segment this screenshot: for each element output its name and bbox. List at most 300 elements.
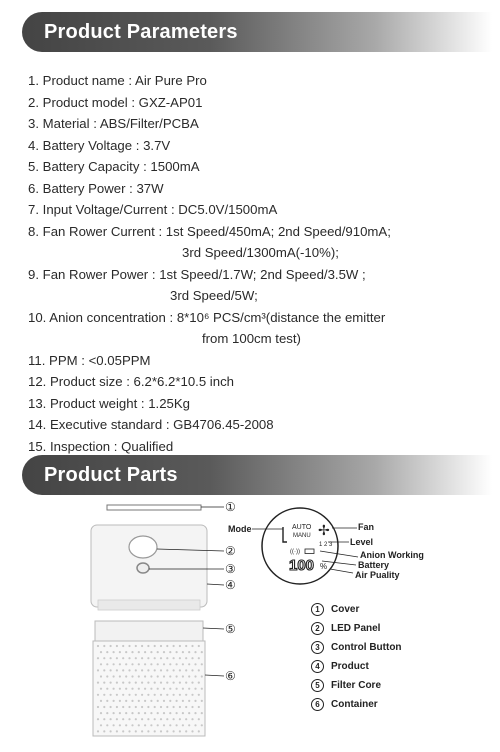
container-hole: [191, 657, 193, 659]
container-hole: [198, 682, 200, 684]
container-hole: [191, 706, 193, 708]
container-hole: [131, 700, 133, 702]
container-hole: [125, 675, 127, 677]
container-hole: [169, 651, 171, 653]
container-hole: [141, 718, 143, 720]
fan-label: Fan: [358, 522, 375, 532]
container-hole: [138, 688, 140, 690]
container-hole: [135, 645, 137, 647]
param-item: 4. Battery Voltage : 3.7V: [28, 137, 171, 153]
legend-label: Product: [331, 661, 369, 672]
container-hole: [163, 712, 165, 714]
filter-top: [95, 621, 203, 641]
container-hole: [144, 675, 146, 677]
container-hole: [138, 675, 140, 677]
param-item: 12. Product size : 6.2*6.2*10.5 inch: [28, 374, 235, 389]
param-item-continued: from 100cm test): [202, 331, 301, 346]
container-hole: [150, 675, 152, 677]
container-hole: [103, 682, 105, 684]
container-hole: [176, 675, 178, 677]
container-hole: [110, 730, 112, 732]
container-hole: [119, 712, 121, 714]
container-hole: [131, 663, 133, 665]
panel-auto-label: AUTO: [292, 524, 312, 531]
container-hole: [116, 682, 118, 684]
container-hole: [160, 657, 162, 659]
container-hole: [119, 651, 121, 653]
container-hole: [166, 718, 168, 720]
container-hole: [128, 669, 130, 671]
legend-item: [311, 600, 402, 619]
container-hole: [116, 718, 118, 720]
param-item: 6. Battery Power : 37W: [28, 180, 164, 196]
container-hole: [116, 657, 118, 659]
container-hole: [100, 675, 102, 677]
container-hole: [122, 706, 124, 708]
container-hole: [144, 724, 146, 726]
container-hole: [166, 645, 168, 647]
container-hole: [182, 651, 184, 653]
container-hole: [116, 645, 118, 647]
container-hole: [110, 718, 112, 720]
control-button: [137, 563, 149, 573]
container-hole: [169, 675, 171, 677]
param-item: 14. Executive standard : GB4706.45-2008: [28, 417, 274, 432]
container-hole: [128, 718, 130, 720]
container-hole: [97, 730, 99, 732]
container-hole: [182, 724, 184, 726]
container-hole: [201, 724, 203, 726]
led-panel: [129, 536, 157, 558]
body-base: [98, 600, 200, 610]
container-hole: [198, 645, 200, 647]
container-hole: [185, 730, 187, 732]
container-hole: [179, 669, 181, 671]
container-hole: [122, 682, 124, 684]
container-hole: [176, 700, 178, 702]
container-hole: [113, 675, 115, 677]
container-hole: [97, 718, 99, 720]
container-hole: [185, 682, 187, 684]
container-hole: [150, 663, 152, 665]
container-hole: [119, 675, 121, 677]
container-hole: [194, 712, 196, 714]
container-hole: [131, 724, 133, 726]
container-hole: [179, 718, 181, 720]
container-hole: [128, 730, 130, 732]
container-hole: [185, 645, 187, 647]
air-label: Air Puality: [355, 570, 400, 580]
container-hole: [125, 712, 127, 714]
container-hole: [169, 663, 171, 665]
container-hole: [141, 706, 143, 708]
container-hole: [198, 694, 200, 696]
callout-4: ④: [225, 578, 236, 592]
container-hole: [138, 663, 140, 665]
container-hole: [150, 688, 152, 690]
container-hole: [191, 694, 193, 696]
container-hole: [100, 700, 102, 702]
container-hole: [97, 706, 99, 708]
container-hole: [176, 712, 178, 714]
param-item: 5. Battery Capacity : 1500mA: [28, 159, 200, 174]
container-hole: [116, 706, 118, 708]
parts-banner: [22, 455, 492, 495]
param-item: 7. Input Voltage/Current : DC5.0V/1500mA: [28, 202, 278, 217]
container-hole: [157, 700, 159, 702]
container-hole: [173, 718, 175, 720]
container-hole: [150, 724, 152, 726]
container-hole: [176, 663, 178, 665]
param-item-continued: 3rd Speed/5W;: [170, 288, 258, 303]
container-hole: [113, 651, 115, 653]
container-hole: [128, 682, 130, 684]
container-hole: [201, 688, 203, 690]
container-hole: [147, 669, 149, 671]
container-hole: [160, 645, 162, 647]
container-hole: [141, 682, 143, 684]
container-hole: [176, 651, 178, 653]
container-hole: [176, 688, 178, 690]
container-hole: [113, 688, 115, 690]
container-hole: [173, 657, 175, 659]
container-hole: [194, 724, 196, 726]
container-hole: [166, 706, 168, 708]
container-hole: [141, 657, 143, 659]
container-hole: [157, 688, 159, 690]
container-hole: [135, 718, 137, 720]
param-item: 9. Fan Rower Power : 1st Speed/1.7W; 2nd Speed/3.5W ;: [28, 266, 366, 282]
container-hole: [191, 645, 193, 647]
container-hole: [191, 669, 193, 671]
container-hole: [103, 657, 105, 659]
container-hole: [160, 730, 162, 732]
container-hole: [103, 730, 105, 732]
container-hole: [97, 645, 99, 647]
container-hole: [141, 645, 143, 647]
container-hole: [185, 694, 187, 696]
container-hole: [173, 706, 175, 708]
container-hole: [119, 700, 121, 702]
container-hole: [201, 712, 203, 714]
container-hole: [144, 663, 146, 665]
container-hole: [100, 688, 102, 690]
container-hole: [97, 657, 99, 659]
container-hole: [191, 730, 193, 732]
panel-display: 100: [289, 557, 315, 574]
container-hole: [131, 712, 133, 714]
container-hole: [179, 682, 181, 684]
legend-item: [311, 676, 402, 695]
container-hole: [182, 663, 184, 665]
container-hole: [163, 688, 165, 690]
container-hole: [160, 694, 162, 696]
container-hole: [138, 700, 140, 702]
container-hole: [144, 688, 146, 690]
container-hole: [201, 700, 203, 702]
container-hole: [125, 663, 127, 665]
container-hole: [157, 712, 159, 714]
container-hole: [128, 706, 130, 708]
param-item: 1. Product name : Air Pure Pro: [28, 73, 207, 88]
container-hole: [141, 669, 143, 671]
container-hole: [163, 675, 165, 677]
container-hole: [113, 663, 115, 665]
legend-label: Cover: [331, 604, 360, 615]
container-hole: [147, 694, 149, 696]
container-hole: [160, 682, 162, 684]
container-hole: [97, 694, 99, 696]
container-hole: [163, 663, 165, 665]
container-hole: [128, 694, 130, 696]
container-hole: [154, 682, 156, 684]
param-item: 8. Fan Rower Current : 1st Speed/450mA; 2nd Speed/910mA;: [28, 223, 391, 239]
container-hole: [173, 682, 175, 684]
container-hole: [150, 700, 152, 702]
battery-label: Battery: [358, 560, 390, 570]
container-hole: [135, 669, 137, 671]
param-item: 13. Product weight : 1.25Kg: [28, 395, 191, 411]
container-hole: [154, 730, 156, 732]
container-hole: [135, 730, 137, 732]
container-hole: [154, 669, 156, 671]
container-hole: [116, 669, 118, 671]
container-hole: [185, 706, 187, 708]
container-hole: [110, 694, 112, 696]
container-hole: [110, 657, 112, 659]
container-hole: [106, 651, 108, 653]
container-hole: [106, 675, 108, 677]
parameters-list: [28, 70, 488, 457]
container-hole: [135, 682, 137, 684]
panel-levels: 1 2 3: [319, 542, 333, 548]
container-hole: [160, 669, 162, 671]
container-hole: [182, 712, 184, 714]
callout-5: ⑤: [225, 622, 236, 636]
container-hole: [182, 688, 184, 690]
container-hole: [160, 718, 162, 720]
callout-3: ③: [225, 562, 236, 576]
container-hole: [150, 651, 152, 653]
container-hole: [198, 718, 200, 720]
container-hole: [166, 682, 168, 684]
container-hole: [157, 651, 159, 653]
container-hole: [169, 688, 171, 690]
container-hole: [188, 675, 190, 677]
mode-label: Mode: [228, 524, 252, 534]
container-hole: [166, 694, 168, 696]
param-item: 3. Material : ABS/Filter/PCBA: [28, 116, 199, 131]
legend-item: [311, 638, 402, 657]
container-hole: [135, 657, 137, 659]
container-hole: [100, 651, 102, 653]
container-hole: [141, 730, 143, 732]
container-hole: [103, 718, 105, 720]
container-hole: [147, 657, 149, 659]
container-hole: [157, 675, 159, 677]
container-hole: [113, 700, 115, 702]
container-hole: [179, 706, 181, 708]
callout-6: ⑥: [225, 669, 236, 683]
container-hole: [198, 657, 200, 659]
container-hole: [125, 688, 127, 690]
container-hole: [103, 706, 105, 708]
container-hole: [110, 645, 112, 647]
container-hole: [103, 645, 105, 647]
container-hole: [100, 712, 102, 714]
container-hole: [144, 651, 146, 653]
legend-number: 1: [311, 603, 324, 616]
container-hole: [154, 657, 156, 659]
container-hole: [188, 712, 190, 714]
container-hole: [166, 730, 168, 732]
container-hole: [166, 669, 168, 671]
container-hole: [122, 657, 124, 659]
container-hole: [106, 700, 108, 702]
level-label: Level: [350, 537, 374, 547]
param-item: 2. Product model : GXZ-AP01: [28, 94, 203, 110]
container-hole: [138, 712, 140, 714]
container-hole: [119, 724, 121, 726]
container-hole: [173, 694, 175, 696]
container-hole: [194, 663, 196, 665]
container-hole: [100, 724, 102, 726]
container-hole: [188, 688, 190, 690]
container-hole: [106, 724, 108, 726]
container-hole: [201, 651, 203, 653]
container-hole: [103, 694, 105, 696]
container-hole: [154, 706, 156, 708]
container-hole: [106, 688, 108, 690]
container-hole: [144, 712, 146, 714]
container-hole: [116, 730, 118, 732]
container-hole: [188, 663, 190, 665]
cover-lid: [107, 505, 201, 510]
container-hole: [147, 706, 149, 708]
container-hole: [179, 657, 181, 659]
legend-number: 3: [311, 641, 324, 654]
product-diagram: [0, 495, 500, 752]
container-hole: [198, 669, 200, 671]
anion-label: Anion Working: [360, 550, 424, 560]
params-banner: [22, 12, 492, 52]
anion-icon: ((·)): [290, 549, 300, 555]
legend-label: Container: [331, 699, 378, 710]
legend-label: Control Button: [331, 642, 402, 653]
callout-1: ①: [225, 500, 236, 514]
container-hole: [138, 651, 140, 653]
container-hole: [191, 718, 193, 720]
container-hole: [97, 669, 99, 671]
container-hole: [163, 700, 165, 702]
param-item: 11. PPM : <0.05PPM: [28, 352, 151, 368]
container-hole: [141, 694, 143, 696]
container-hole: [201, 663, 203, 665]
container-hole: [144, 700, 146, 702]
container-hole: [125, 651, 127, 653]
container-hole: [185, 718, 187, 720]
container-hole: [97, 682, 99, 684]
fan-icon: ✢: [318, 522, 330, 538]
container-hole: [138, 724, 140, 726]
container-hole: [173, 730, 175, 732]
param-item: 15. Inspection : Qualified: [28, 438, 174, 454]
container-hole: [173, 645, 175, 647]
param-item: 10. Anion concentration : 8*10⁶ PCS/cm³(distance the emitter: [28, 309, 386, 325]
legend-number: 2: [311, 622, 324, 635]
container-hole: [154, 694, 156, 696]
container-hole: [157, 724, 159, 726]
container-hole: [194, 700, 196, 702]
container-hole: [154, 718, 156, 720]
container-hole: [188, 700, 190, 702]
container-hole: [110, 706, 112, 708]
panel-percent: %: [320, 562, 328, 571]
legend-item: [311, 657, 402, 676]
params-title: Product Parameters: [44, 21, 238, 43]
container-hole: [110, 682, 112, 684]
container-hole: [182, 700, 184, 702]
container-hole: [119, 688, 121, 690]
container-hole: [163, 651, 165, 653]
container-hole: [198, 730, 200, 732]
container-hole: [128, 645, 130, 647]
container-hole: [169, 700, 171, 702]
container-hole: [103, 669, 105, 671]
container-hole: [122, 718, 124, 720]
container-hole: [160, 706, 162, 708]
parts-legend: [311, 600, 402, 714]
container-hole: [116, 694, 118, 696]
container-hole: [125, 724, 127, 726]
container-hole: [188, 724, 190, 726]
container-hole: [194, 651, 196, 653]
container-hole: [147, 718, 149, 720]
container-hole: [166, 657, 168, 659]
container-hole: [194, 688, 196, 690]
container-hole: [163, 724, 165, 726]
container-hole: [135, 706, 137, 708]
parts-title: Product Parts: [44, 464, 178, 486]
container-hole: [185, 657, 187, 659]
legend-number: 4: [311, 660, 324, 673]
container-hole: [182, 675, 184, 677]
container-hole: [147, 645, 149, 647]
container-hole: [169, 712, 171, 714]
legend-number: 5: [311, 679, 324, 692]
container-hole: [100, 663, 102, 665]
container-hole: [179, 645, 181, 647]
container-hole: [176, 724, 178, 726]
container-hole: [125, 700, 127, 702]
legend-label: Filter Core: [331, 680, 382, 691]
container-hole: [173, 669, 175, 671]
container-hole: [131, 688, 133, 690]
container-hole: [154, 645, 156, 647]
container-hole: [131, 651, 133, 653]
container-hole: [122, 730, 124, 732]
container-hole: [147, 682, 149, 684]
container-hole: [110, 669, 112, 671]
container-hole: [122, 669, 124, 671]
container-hole: [179, 730, 181, 732]
container-hole: [106, 712, 108, 714]
param-item-continued: 3rd Speed/1300mA(-10%);: [182, 245, 339, 260]
container-hole: [198, 706, 200, 708]
container-hole: [188, 651, 190, 653]
container-hole: [179, 694, 181, 696]
container-hole: [122, 645, 124, 647]
